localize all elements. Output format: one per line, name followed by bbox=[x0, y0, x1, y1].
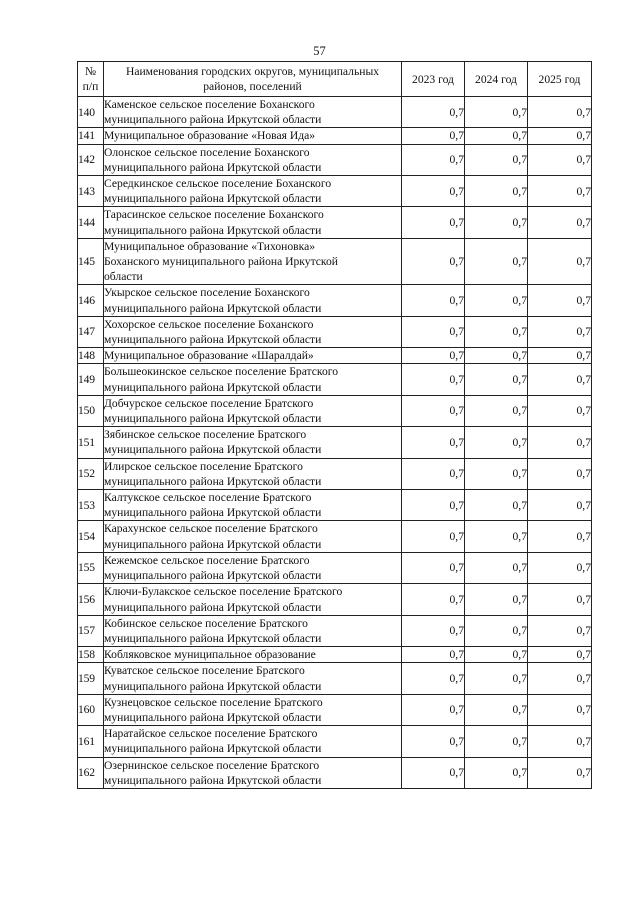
header-name: Наименования городских округов, муниципальных районов, поселений bbox=[104, 62, 402, 97]
value-2024: 0,7 bbox=[465, 647, 528, 663]
value-2023: 0,7 bbox=[402, 238, 465, 285]
row-number: 159 bbox=[78, 663, 104, 694]
value-2025: 0,7 bbox=[528, 395, 592, 426]
table-row bbox=[78, 490, 592, 521]
value-2025: 0,7 bbox=[528, 238, 592, 285]
value-2025: 0,7 bbox=[528, 427, 592, 458]
value-2025: 0,7 bbox=[528, 364, 592, 395]
value-2024: 0,7 bbox=[465, 144, 528, 175]
row-number: 161 bbox=[78, 726, 104, 757]
row-name: Большеокинское сельское поселение Братского муниципального района Иркутской области bbox=[104, 364, 402, 395]
table-row bbox=[78, 694, 592, 725]
table-row bbox=[78, 128, 592, 144]
table-row bbox=[78, 395, 592, 426]
value-2025: 0,7 bbox=[528, 128, 592, 144]
value-2024: 0,7 bbox=[465, 427, 528, 458]
value-2023: 0,7 bbox=[402, 521, 465, 552]
row-number: 147 bbox=[78, 316, 104, 347]
allocation-table bbox=[77, 61, 592, 789]
value-2023: 0,7 bbox=[402, 615, 465, 646]
value-2025: 0,7 bbox=[528, 694, 592, 725]
value-2025: 0,7 bbox=[528, 647, 592, 663]
row-number: 153 bbox=[78, 490, 104, 521]
table-header bbox=[78, 62, 592, 97]
page-number: 57 bbox=[313, 44, 326, 58]
row-name: Наратайское сельское поселение Братского муниципального района Иркутской области bbox=[104, 726, 402, 757]
value-2025: 0,7 bbox=[528, 97, 592, 128]
value-2023: 0,7 bbox=[402, 647, 465, 663]
value-2024: 0,7 bbox=[465, 726, 528, 757]
table-row bbox=[78, 647, 592, 663]
row-number: 156 bbox=[78, 584, 104, 615]
value-2023: 0,7 bbox=[402, 348, 465, 364]
table-row bbox=[78, 757, 592, 788]
row-name: Кежемское сельское поселение Братского муниципального района Иркутской области bbox=[104, 552, 402, 583]
table-row bbox=[78, 97, 592, 128]
value-2024: 0,7 bbox=[465, 395, 528, 426]
value-2023: 0,7 bbox=[402, 97, 465, 128]
table-row bbox=[78, 176, 592, 207]
row-number: 151 bbox=[78, 427, 104, 458]
value-2023: 0,7 bbox=[402, 364, 465, 395]
row-name: Кобляковское муниципальное образование bbox=[104, 647, 402, 663]
value-2024: 0,7 bbox=[465, 615, 528, 646]
row-name: Укырское сельское поселение Боханского муниципального района Иркутской области bbox=[104, 285, 402, 316]
row-name: Илирское сельское поселение Братского муниципального района Иркутской области bbox=[104, 458, 402, 489]
table-row bbox=[78, 207, 592, 238]
row-number: 143 bbox=[78, 176, 104, 207]
row-number: 142 bbox=[78, 144, 104, 175]
value-2025: 0,7 bbox=[528, 726, 592, 757]
table-row bbox=[78, 364, 592, 395]
value-2023: 0,7 bbox=[402, 128, 465, 144]
value-2024: 0,7 bbox=[465, 176, 528, 207]
table-row bbox=[78, 427, 592, 458]
value-2025: 0,7 bbox=[528, 490, 592, 521]
table-row bbox=[78, 285, 592, 316]
value-2023: 0,7 bbox=[402, 458, 465, 489]
value-2025: 0,7 bbox=[528, 144, 592, 175]
row-number: 148 bbox=[78, 348, 104, 364]
value-2025: 0,7 bbox=[528, 521, 592, 552]
row-name: Куватское сельское поселение Братского муниципального района Иркутской области bbox=[104, 663, 402, 694]
value-2024: 0,7 bbox=[465, 316, 528, 347]
table-row bbox=[78, 238, 592, 285]
row-name: Добчурское сельское поселение Братского муниципального района Иркутской области bbox=[104, 395, 402, 426]
value-2024: 0,7 bbox=[465, 521, 528, 552]
value-2023: 0,7 bbox=[402, 694, 465, 725]
table-row bbox=[78, 458, 592, 489]
row-number: 144 bbox=[78, 207, 104, 238]
row-name: Карахунское сельское поселение Братского муниципального района Иркутской области bbox=[104, 521, 402, 552]
header-year-2025: 2025 год bbox=[528, 62, 592, 97]
value-2023: 0,7 bbox=[402, 490, 465, 521]
value-2023: 0,7 bbox=[402, 207, 465, 238]
row-name: Зябинское сельское поселение Братского муниципального района Иркутской области bbox=[104, 427, 402, 458]
row-name: Кузнецовское сельское поселение Братского муниципального района Иркутской области bbox=[104, 694, 402, 725]
table-row bbox=[78, 663, 592, 694]
header-year-2024: 2024 год bbox=[465, 62, 528, 97]
row-number: 146 bbox=[78, 285, 104, 316]
row-number: 141 bbox=[78, 128, 104, 144]
header-row bbox=[78, 62, 592, 97]
row-number: 160 bbox=[78, 694, 104, 725]
table-row bbox=[78, 144, 592, 175]
value-2023: 0,7 bbox=[402, 285, 465, 316]
value-2025: 0,7 bbox=[528, 285, 592, 316]
value-2024: 0,7 bbox=[465, 552, 528, 583]
value-2024: 0,7 bbox=[465, 584, 528, 615]
value-2024: 0,7 bbox=[465, 97, 528, 128]
table-row bbox=[78, 316, 592, 347]
value-2023: 0,7 bbox=[402, 552, 465, 583]
value-2024: 0,7 bbox=[465, 490, 528, 521]
table-row bbox=[78, 521, 592, 552]
row-name: Тарасинское сельское поселение Боханского муниципального района Иркутской области bbox=[104, 207, 402, 238]
value-2025: 0,7 bbox=[528, 458, 592, 489]
row-number: 150 bbox=[78, 395, 104, 426]
row-number: 140 bbox=[78, 97, 104, 128]
value-2025: 0,7 bbox=[528, 552, 592, 583]
value-2025: 0,7 bbox=[528, 663, 592, 694]
value-2023: 0,7 bbox=[402, 176, 465, 207]
row-name: Каменское сельское поселение Боханского муниципального района Иркутской области bbox=[104, 97, 402, 128]
header-number: № п/п bbox=[78, 62, 104, 97]
row-name: Олонское сельское поселение Боханского муниципального района Иркутской области bbox=[104, 144, 402, 175]
row-number: 162 bbox=[78, 757, 104, 788]
row-name: Калтукское сельское поселение Братского муниципального района Иркутской области bbox=[104, 490, 402, 521]
row-name: Муниципальное образование «Тихоновка» Боханского муниципального района Иркутской области bbox=[104, 238, 402, 285]
table-row bbox=[78, 552, 592, 583]
value-2025: 0,7 bbox=[528, 584, 592, 615]
value-2024: 0,7 bbox=[465, 364, 528, 395]
table-row bbox=[78, 584, 592, 615]
value-2024: 0,7 bbox=[465, 694, 528, 725]
value-2025: 0,7 bbox=[528, 348, 592, 364]
value-2025: 0,7 bbox=[528, 615, 592, 646]
value-2024: 0,7 bbox=[465, 663, 528, 694]
row-number: 152 bbox=[78, 458, 104, 489]
row-name: Хохорское сельское поселение Боханского муниципального района Иркутской области bbox=[104, 316, 402, 347]
header-year-2023: 2023 год bbox=[402, 62, 465, 97]
value-2024: 0,7 bbox=[465, 207, 528, 238]
value-2025: 0,7 bbox=[528, 316, 592, 347]
value-2025: 0,7 bbox=[528, 757, 592, 788]
value-2023: 0,7 bbox=[402, 316, 465, 347]
row-number: 149 bbox=[78, 364, 104, 395]
table-row bbox=[78, 348, 592, 364]
row-name: Ключи-Булакское сельское поселение Братского муниципального района Иркутской области bbox=[104, 584, 402, 615]
value-2024: 0,7 bbox=[465, 757, 528, 788]
row-name: Середкинское сельское поселение Боханского муниципального района Иркутской области bbox=[104, 176, 402, 207]
value-2025: 0,7 bbox=[528, 176, 592, 207]
row-number: 155 bbox=[78, 552, 104, 583]
value-2024: 0,7 bbox=[465, 238, 528, 285]
value-2023: 0,7 bbox=[402, 584, 465, 615]
value-2023: 0,7 bbox=[402, 726, 465, 757]
value-2024: 0,7 bbox=[465, 458, 528, 489]
value-2023: 0,7 bbox=[402, 757, 465, 788]
row-number: 154 bbox=[78, 521, 104, 552]
row-number: 158 bbox=[78, 647, 104, 663]
table-row bbox=[78, 726, 592, 757]
value-2024: 0,7 bbox=[465, 348, 528, 364]
value-2024: 0,7 bbox=[465, 128, 528, 144]
value-2023: 0,7 bbox=[402, 663, 465, 694]
value-2024: 0,7 bbox=[465, 285, 528, 316]
row-name: Кобинское сельское поселение Братского муниципального района Иркутской области bbox=[104, 615, 402, 646]
row-number: 157 bbox=[78, 615, 104, 646]
table-body bbox=[78, 97, 592, 789]
row-name: Озернинское сельское поселение Братского муниципального района Иркутской области bbox=[104, 757, 402, 788]
row-number: 145 bbox=[78, 238, 104, 285]
value-2023: 0,7 bbox=[402, 144, 465, 175]
value-2025: 0,7 bbox=[528, 207, 592, 238]
value-2023: 0,7 bbox=[402, 427, 465, 458]
row-name: Муниципальное образование «Новая Ида» bbox=[104, 128, 402, 144]
table-row bbox=[78, 615, 592, 646]
value-2023: 0,7 bbox=[402, 395, 465, 426]
row-name: Муниципальное образование «Шаралдай» bbox=[104, 348, 402, 364]
